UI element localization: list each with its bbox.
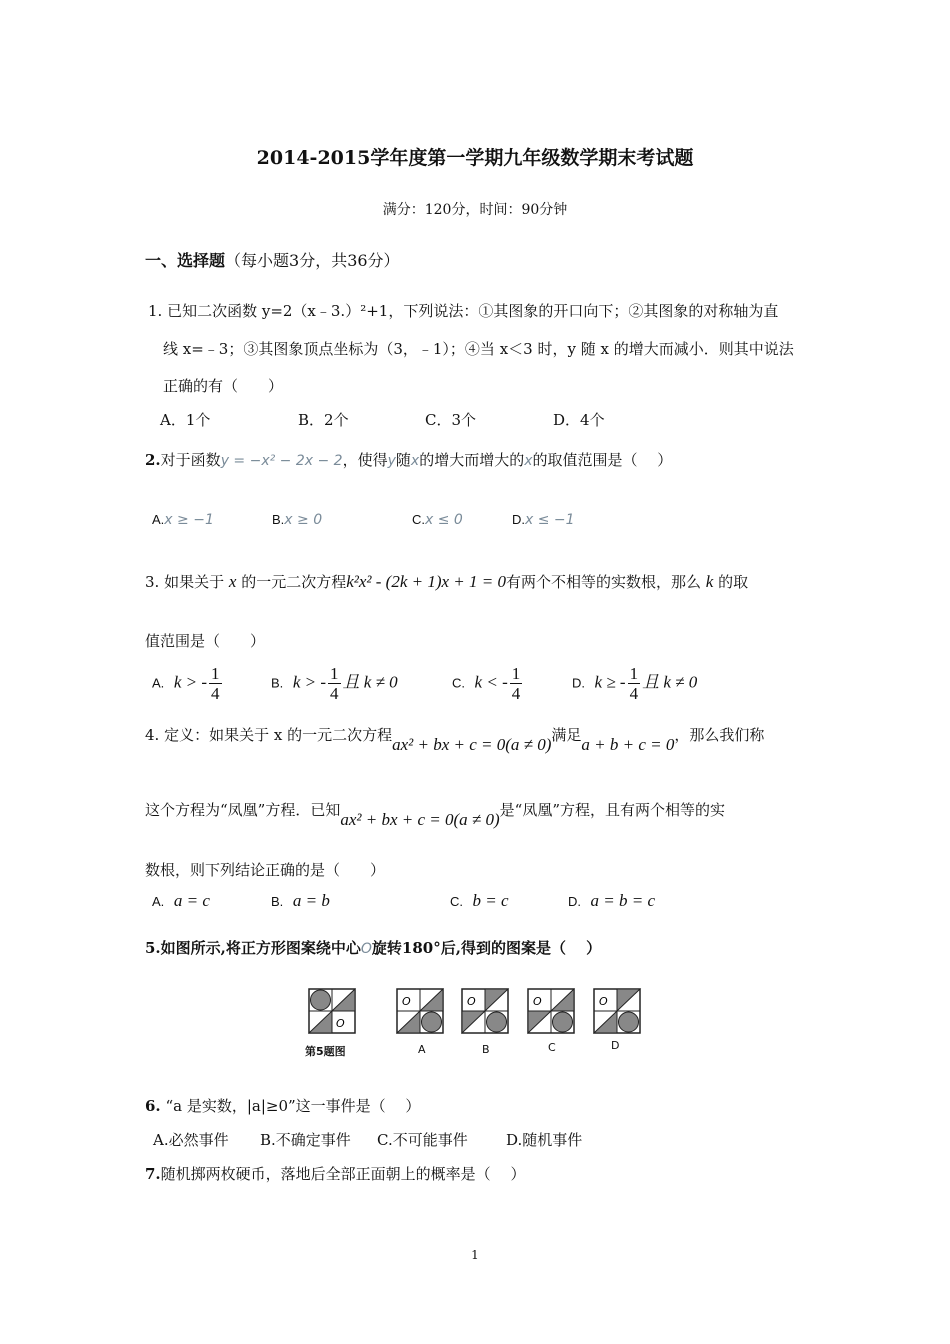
q1-option-a: A．1个 — [160, 411, 211, 429]
q4-option-c-expr: b = c — [472, 891, 509, 910]
q6-option-b: B.不确定事件 — [260, 1131, 351, 1149]
q2-x: x — [410, 453, 420, 469]
q2-text4: 的增大而增大的 — [419, 451, 525, 469]
q2-option-d-expr: x ≤ −1 — [525, 512, 575, 528]
q2-option-d-label: D. — [512, 512, 525, 527]
q4-equation3: ax² + bx + c = 0(a ≠ 0) — [340, 810, 500, 829]
q3-option-b-tail: 且 k ≠ 0 — [342, 672, 398, 692]
q5-option-d-label: D — [611, 1039, 620, 1052]
q3-option-b-num: 1 — [330, 664, 339, 683]
q2-option-a-label: A. — [152, 512, 165, 527]
q2-stem — [145, 449, 672, 470]
q3-option-c-den: 4 — [511, 684, 521, 703]
q4-text3: ，那么我们称 — [674, 726, 765, 744]
q3-option-d-label: D. — [572, 675, 585, 691]
q2-option-a-expr: x ≥ −1 — [164, 512, 214, 528]
q5-o: O — [360, 941, 372, 957]
q1-line1: 1. 已知二次函数 y=2（x﹣3.）²+1，下列说法：①其图象的开口向下；②其图象的对称轴为直 — [148, 302, 779, 320]
q3-equation: k²x² - (2k + 1)x + 1 = 0 — [346, 572, 506, 591]
q3-k: k — [705, 572, 714, 591]
q3-option-d — [572, 664, 697, 703]
q3-option-a-den: 4 — [211, 684, 220, 703]
q4-option-d-expr: a = b = c — [590, 891, 656, 910]
q5-option-d-figure — [593, 988, 643, 1036]
q5-option-c-o: O — [533, 995, 542, 1008]
q3-option-c-label: C. — [452, 675, 465, 691]
q5-figure-original — [308, 988, 358, 1036]
q3-option-c-expr: k < - — [474, 672, 508, 692]
q3-text2: 的一元二次方程 — [241, 573, 347, 591]
q5-text1: 5.如图所示,将正方形图案绕中心 — [145, 939, 361, 957]
q3-option-d-den: 4 — [629, 684, 639, 703]
q5-figure-caption: 第5题图 — [305, 1045, 346, 1058]
q2-x2: x — [524, 453, 533, 469]
q3-option-a-num: 1 — [211, 664, 220, 683]
q3-option-c-fraction — [510, 664, 523, 703]
q4-option-a-expr: a = c — [173, 891, 210, 910]
q1-option-c: C．3个 — [425, 411, 477, 429]
q5-option-a-label: A — [418, 1043, 426, 1056]
q4-text1: 4. 定义：如果关于 x 的一元二次方程 — [145, 726, 393, 744]
q3-option-a — [152, 664, 224, 703]
q7-stem — [145, 1163, 525, 1184]
q6-option-a: A.必然事件 — [153, 1131, 229, 1149]
q1-line3: 正确的有（ ） — [163, 377, 284, 395]
page-title: 2014-2015学年度第一学期九年级数学期末考试题 — [256, 147, 694, 169]
q2-number: 2. — [145, 451, 161, 469]
q6-number: 6. — [145, 1097, 161, 1115]
q3-option-b-fraction — [328, 664, 341, 703]
q3-text4: 的取 — [718, 573, 749, 591]
q4-option-c — [450, 891, 509, 911]
q4-option-d — [568, 891, 655, 911]
q3-option-a-fraction — [209, 664, 222, 703]
q6-text: “a 是实数，|a|≥0”这一事件是（ ） — [165, 1097, 421, 1115]
q4-stem-line1 — [145, 724, 765, 754]
q2-option-d — [512, 509, 575, 528]
q5-stem — [145, 937, 601, 958]
q2-text5: 的取值范围是（ ） — [532, 451, 673, 469]
q4-line2-b: 是“凤凰”方程，且有两个相等的实 — [499, 801, 725, 819]
q7-number: 7. — [145, 1165, 161, 1183]
q2-option-c — [412, 509, 463, 528]
q5-option-b-o: O — [467, 995, 476, 1008]
section-note: （每小题3分，共36分） — [225, 251, 400, 270]
q4-equation2: a + b + c = 0 — [581, 735, 675, 754]
q3-option-b-label: B. — [271, 675, 284, 691]
q2-option-c-expr: x ≤ 0 — [425, 512, 463, 528]
q4-line2-a: 这个方程为“凤凰”方程．已知 — [145, 801, 341, 819]
q5-option-d-o: O — [599, 995, 608, 1008]
q4-option-b — [271, 891, 330, 911]
q6-option-c: C.不可能事件 — [377, 1131, 468, 1149]
q2-option-c-label: C. — [412, 512, 425, 527]
q1-option-b: B．2个 — [298, 411, 349, 429]
q4-stem-line2 — [145, 799, 725, 829]
q4-equation1: ax² + bx + c = 0(a ≠ 0) — [392, 735, 552, 754]
q5-option-a-figure — [396, 988, 446, 1036]
q3-option-a-expr: k > - — [173, 672, 208, 692]
q2-option-b — [272, 509, 322, 528]
q1-line2: 线 x=﹣3；③其图象顶点坐标为（3，﹣1）；④当 x＜3 时，y 随 x 的增大而减小．则其中说法 — [163, 340, 794, 358]
q4-option-d-label: D. — [568, 894, 581, 909]
page-subtitle: 满分：120分，时间：90分钟 — [382, 202, 568, 218]
q3-option-b-expr: k > - — [292, 672, 327, 692]
q2-text3: 随 — [395, 451, 411, 469]
q3-option-d-num: 1 — [629, 664, 639, 683]
q3-text1: 3. 如果关于 — [145, 573, 225, 591]
q4-line3: 数根，则下列结论正确的是（ ） — [145, 861, 386, 879]
q2-text1: 对于函数 — [160, 451, 221, 469]
q2-y: y — [387, 453, 396, 469]
q3-option-d-expr: k ≥ - — [594, 672, 626, 692]
q3-line2: 值范围是（ ） — [145, 632, 266, 650]
q4-option-a-label: A. — [152, 894, 165, 909]
section-header — [145, 248, 400, 271]
q2-option-b-expr: x ≥ 0 — [284, 512, 323, 528]
page-number: 1 — [471, 1248, 479, 1262]
q3-stem — [145, 571, 748, 592]
q3-option-c-num: 1 — [511, 664, 521, 683]
q3-x: x — [228, 572, 237, 591]
q5-figure-original-o: O — [336, 1017, 345, 1030]
q5-option-c-label: C — [548, 1041, 556, 1054]
q3-option-c — [452, 664, 524, 703]
q2-option-b-label: B. — [272, 512, 285, 527]
q5-text2: 旋转180°后,得到的图案是（ ） — [371, 939, 602, 957]
q1-option-d: D．4个 — [553, 411, 605, 429]
q3-option-b-den: 4 — [330, 684, 339, 703]
q3-option-b — [271, 664, 398, 703]
q3-option-d-tail: 且 k ≠ 0 — [642, 672, 698, 692]
q4-option-c-label: C. — [450, 894, 463, 909]
q3-text3: 有两个不相等的实数根，那么 — [506, 573, 702, 591]
q5-option-c-figure — [527, 988, 577, 1036]
q6-option-d: D.随机事件 — [506, 1131, 583, 1149]
section-head: 一、选择题 — [145, 251, 226, 270]
q4-option-a — [152, 891, 210, 911]
q4-option-b-expr: a = b — [292, 891, 330, 910]
q5-option-b-label: B — [482, 1043, 490, 1056]
q4-option-b-label: B. — [271, 894, 284, 909]
q3-option-d-fraction — [628, 664, 641, 703]
q3-option-a-label: A. — [152, 675, 165, 691]
q2-function: y = −x² − 2x − 2 — [220, 453, 343, 469]
q4-text2: 满足 — [551, 726, 582, 744]
q5-option-a-o: O — [402, 995, 411, 1008]
q5-option-b-figure — [461, 988, 511, 1036]
q6-stem — [145, 1095, 420, 1116]
q7-text: 随机掷两枚硬币，落地后全部正面朝上的概率是（ ） — [160, 1165, 526, 1183]
q2-text2: ，使得 — [342, 451, 388, 469]
q2-option-a — [152, 509, 214, 528]
